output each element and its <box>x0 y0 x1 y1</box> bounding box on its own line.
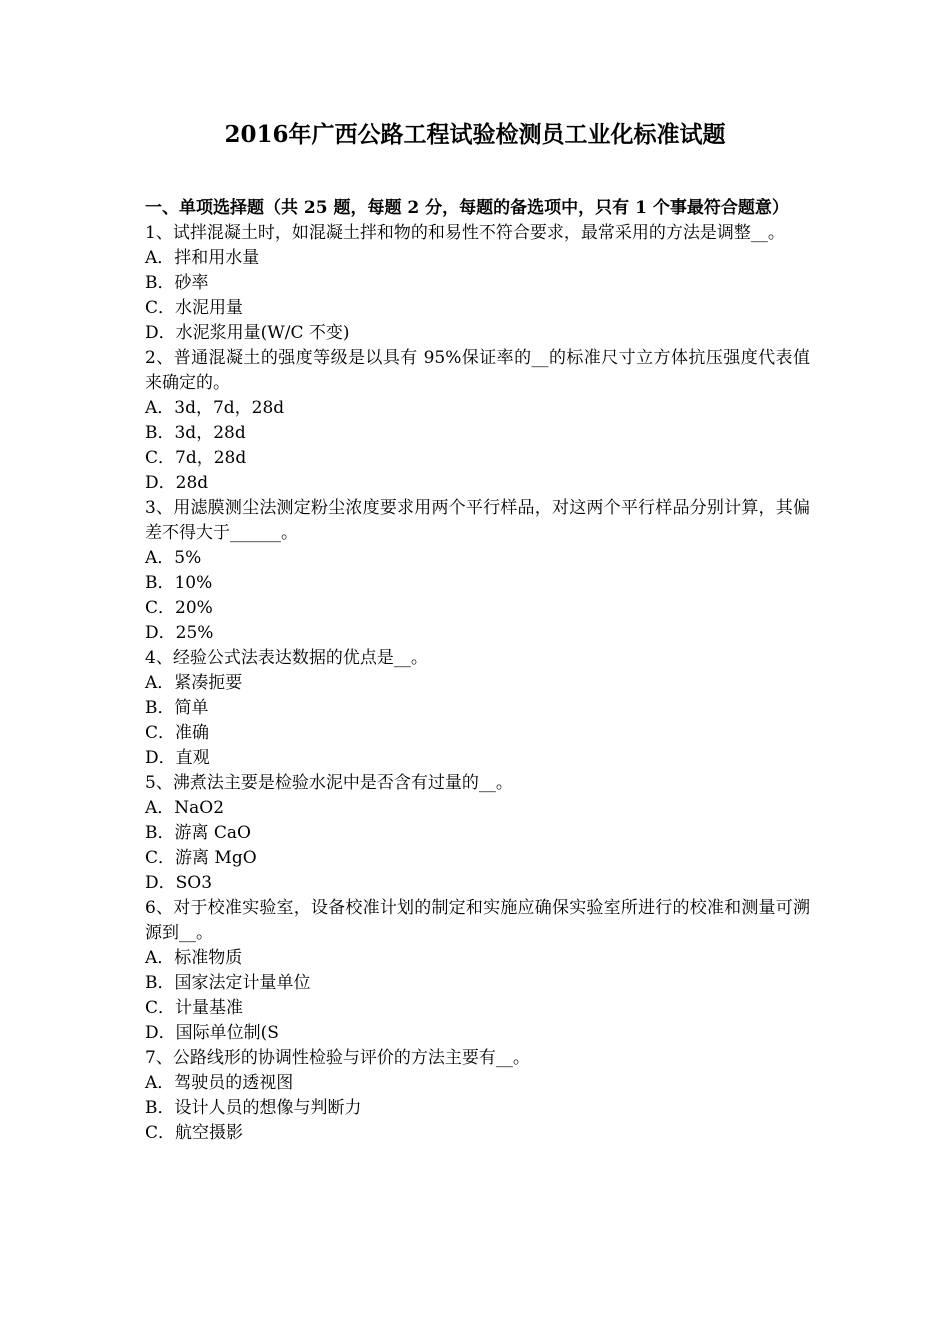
question-1 <box>145 221 810 346</box>
option-d: D．SO3 <box>145 873 213 893</box>
question-4 <box>145 646 810 771</box>
option-a: A．紧凑扼要 <box>145 673 243 693</box>
option-a: A．5% <box>145 548 202 568</box>
question-2 <box>145 346 810 496</box>
question-stem: 2、普通混凝土的强度等级是以具有 95%保证率的__的标准尺寸立方体抗压强度代表值来确定的。 <box>145 348 810 393</box>
question-6 <box>145 896 810 1046</box>
question-stem: 3、用滤膜测尘法测定粉尘浓度要求用两个平行样品，对这两个平行样品分别计算，其偏差不得大于______。 <box>145 498 810 543</box>
question-stem: 4、经验公式法表达数据的优点是__。 <box>145 648 428 668</box>
option-a: A．NaO2 <box>145 798 225 818</box>
option-b: B．砂率 <box>145 273 209 293</box>
question-3 <box>145 496 810 646</box>
option-b: B．设计人员的想像与判断力 <box>145 1098 362 1118</box>
document-body <box>145 196 810 1146</box>
option-c: C．水泥用量 <box>145 298 244 318</box>
option-a: A．3d，7d，28d <box>145 398 285 418</box>
option-c: C．准确 <box>145 723 210 743</box>
option-b: B．游离 CaO <box>145 823 251 843</box>
option-b: B．简单 <box>145 698 209 718</box>
option-d: D．直观 <box>145 748 210 768</box>
document-title: 2016年广西公路工程试验检测员工业化标准试题 <box>224 121 726 148</box>
option-c: C．航空摄影 <box>145 1123 244 1143</box>
question-7 <box>145 1046 810 1146</box>
option-a: A．驾驶员的透视图 <box>145 1073 294 1093</box>
option-c: C．计量基准 <box>145 998 244 1018</box>
question-5 <box>145 771 810 896</box>
question-stem: 1、试拌混凝土时，如混凝土拌和物的和易性不符合要求，最常采用的方法是调整__。 <box>145 223 785 243</box>
option-d: D．水泥浆用量(W/C 不变) <box>145 323 350 343</box>
option-b: B．10% <box>145 573 213 593</box>
question-stem: 6、对于校准实验室，设备校准计划的制定和实施应确保实验室所进行的校准和测量可溯源到__。 <box>145 898 810 943</box>
option-c: C．游离 MgO <box>145 848 257 868</box>
option-d: D．25% <box>145 623 214 643</box>
question-stem: 7、公路线形的协调性检验与评价的方法主要有__。 <box>145 1048 530 1068</box>
option-b: B．3d，28d <box>145 423 246 443</box>
option-d: D．28d <box>145 473 209 493</box>
option-d: D．国际单位制(S <box>145 1023 279 1043</box>
option-c: C．20% <box>145 598 213 618</box>
option-a: A．拌和用水量 <box>145 248 260 268</box>
option-b: B．国家法定计量单位 <box>145 973 311 993</box>
option-c: C．7d，28d <box>145 448 247 468</box>
option-a: A．标准物质 <box>145 948 243 968</box>
question-stem: 5、沸煮法主要是检验水泥中是否含有过量的__。 <box>145 773 513 793</box>
section-heading: 一、单项选择题（共 25 题，每题 2 分，每题的备选项中，只有 1 个事最符合题意） <box>145 198 789 218</box>
